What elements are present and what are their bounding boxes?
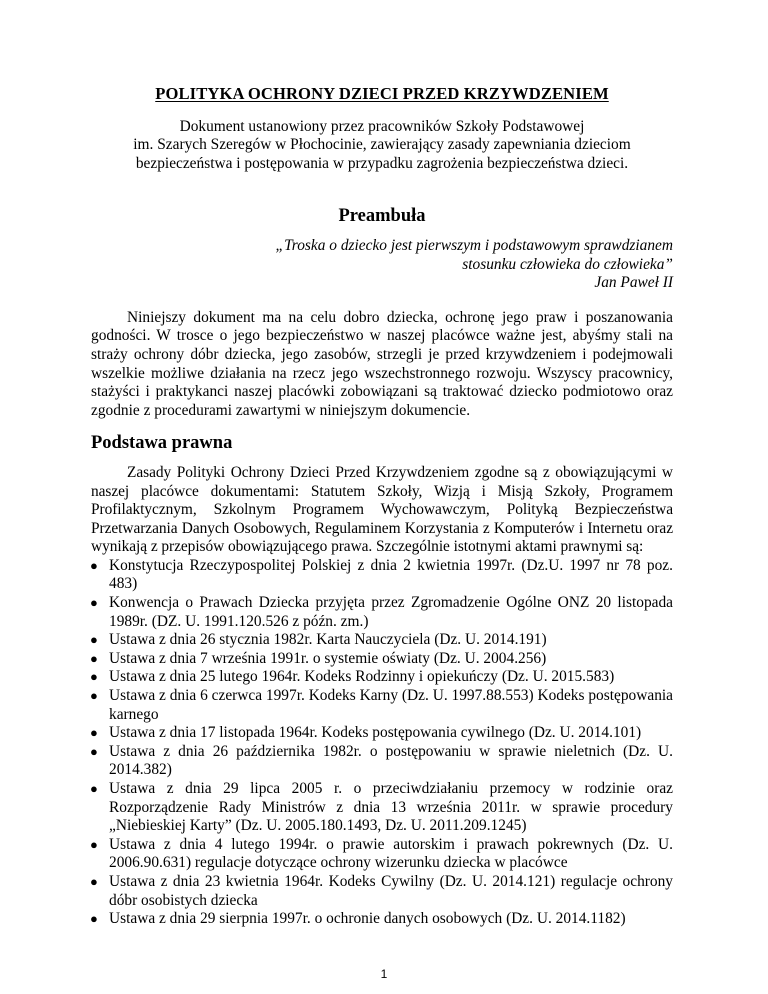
list-item-text: Konwencja o Prawach Dziecka przyjęta przez Zgromadzenie Ogólne ONZ 20 listopada 1989r. (DZ. U. 1991.120.526 z późn. zm.) [109,594,673,630]
document-subtitle [91,118,673,174]
bullet-icon: ● [90,836,98,852]
list-item [91,873,673,910]
list-item-text: Ustawa z dnia 29 lipca 2005 r. o przeciwdziałaniu przemocy w rodzinie oraz Rozporządzenie Rady Ministrów z dnia 13 września 2011r. w sprawie procedury „Niebieskiej Karty” (Dz. U. 2005.180.1493, Dz. U. 2011.209.1245) [109,780,673,835]
legal-acts-list [91,557,673,929]
list-item-text: Ustawa z dnia 7 września 1991r. o systemie oświaty (Dz. U. 2004.256) [109,649,547,667]
list-item [91,650,673,669]
preamble-heading: Preambuła [338,206,426,227]
list-item-text: Ustawa z dnia 17 listopada 1964r. Kodeks postępowania cywilnego (Dz. U. 2014.101) [109,724,642,742]
list-item [91,836,673,873]
list-item-text: Ustawa z dnia 29 sierpnia 1997r. o ochronie danych osobowych (Dz. U. 2014.1182) [109,910,626,928]
list-item [91,910,673,929]
list-item-text: Ustawa z dnia 23 kwietnia 1964r. Kodeks Cywilny (Dz. U. 2014.121) regulacje ochrony dóbr osobistych dziecka [109,872,673,909]
bullet-icon: ● [90,873,98,889]
list-item [91,557,673,594]
list-item [91,687,673,724]
list-item [91,724,673,743]
list-item-text: Konstytucja Rzeczypospolitej Polskiej z dnia 2 kwietnia 1997r. (Dz.U. 1997 nr 78 poz. 483) [109,556,673,593]
quote-author: Jan Paweł II [594,274,673,292]
bullet-icon: ● [90,688,98,704]
bullet-icon: ● [90,743,98,759]
quote-line: stosunku człowieka do człowieka” [462,255,673,273]
list-item-text: Ustawa z dnia 26 października 1982r. o postępowaniu w sprawie nieletnich (Dz. U. 2014.382) [109,742,673,779]
subtitle-line: Dokument ustanowiony przez pracowników Szkoły Podstawowej [179,117,585,135]
bullet-icon: ● [90,632,98,648]
bullet-icon: ● [90,669,98,685]
bullet-icon: ● [90,725,98,741]
preamble-quote [91,237,673,293]
bullet-icon: ● [90,650,98,666]
list-item [91,668,673,687]
page-content [91,85,673,929]
bullet-icon: ● [90,557,98,573]
bullet-icon: ● [90,781,98,796]
list-item-text: Ustawa z dnia 6 czerwca 1997r. Kodeks Karny (Dz. U. 1997.88.553) Kodeks postępowania karnego [109,687,673,723]
list-item [91,780,673,836]
subtitle-line: bezpieczeństwa i postępowania w przypadku zagrożenia bezpieczeństwa dzieci. [135,154,629,172]
legal-basis-heading: Podstawa prawna [91,433,233,454]
legal-basis-paragraph: Zasady Polityki Ochrony Dzieci Przed Krzywdzeniem zgodne są z obowiązującymi w naszej placówce dokumentami: Statutem Szkoły, Wizją i Misją Szkoły, Programem Profilaktycznym, Szkolnym Programem Wychowawczym, Polityką Bezpieczeństwa Przetwarzania Danych Osobowych, Regulaminem Korzystania z Komputerów i Internetu oraz wynikają z przepisów obowiązującego prawa. Szczególnie istotnymi aktami prawnymi są: [91,463,673,556]
list-item-text: Ustawa z dnia 26 stycznia 1982r. Karta Nauczyciela (Dz. U. 2014.191) [109,631,547,649]
preamble-paragraph: Niniejszy dokument ma na celu dobro dziecka, ochronę jego praw i poszanowania godności. W trosce o jego bezpieczeństwo w naszej placówce ważne jest, abyśmy stali na straży ochrony dóbr dziecka, jego zasobów, strzegli je przed krzywdzeniem i podejmowali wszelkie możliwe działania na rzecz jego wszechstronnego rozwoju. Wszyscy pracownicy, stażyści i praktykanci naszej placówki zobowiązani są traktować dziecko podmiotowo oraz zgodnie z procedurami zawartymi w niniejszym dokumencie. [91,308,673,419]
quote-line: „Troska o dziecko jest pierwszym i podstawowym sprawdzianem [275,236,673,254]
document-title: POLITYKA OCHRONY DZIECI PRZED KRZYWDZENIEM [155,84,609,103]
list-item-text: Ustawa z dnia 25 lutego 1964r. Kodeks Rodzinny i opiekuńczy (Dz. U. 2015.583) [109,668,615,686]
list-item [91,594,673,631]
list-item-text: Ustawa z dnia 4 lutego 1994r. o prawie autorskim i prawach pokrewnych (Dz. U. 2006.90.631) regulacje dotyczące ochrony wizerunku dziecka w placówce [109,835,673,872]
subtitle-line: im. Szarych Szeregów w Płochocinie, zawierający zasady zapewniania dzieciom [133,136,631,154]
bullet-icon: ● [90,911,98,927]
list-item [91,743,673,780]
page-number: 1 [380,967,388,981]
bullet-icon: ● [90,595,98,611]
list-item [91,631,673,650]
